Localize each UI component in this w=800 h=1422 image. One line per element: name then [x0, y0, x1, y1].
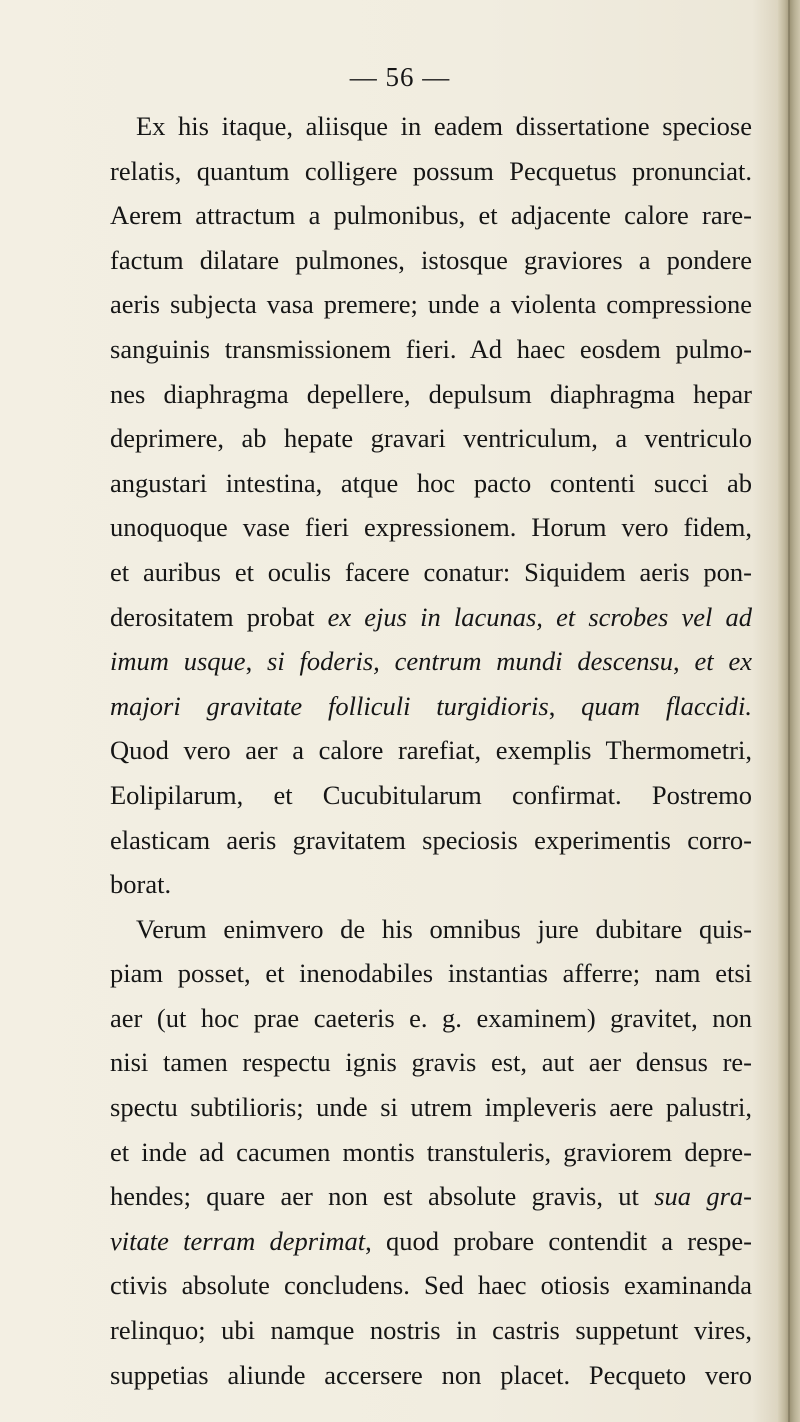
body-text — [110, 104, 752, 1397]
text-line — [110, 1130, 752, 1175]
text-line — [110, 550, 752, 595]
text-line — [110, 416, 752, 461]
italic-text: imum usque — [110, 646, 246, 677]
text-line — [110, 907, 752, 952]
text-line — [110, 1263, 752, 1308]
text-segment: spectu subtilioris; unde si utrem impleveris aere palustri, — [110, 1092, 752, 1123]
text-segment: aeris subjecta vasa premere; unde a violenta compressione — [110, 289, 752, 320]
text-line — [110, 193, 752, 238]
text-line — [110, 1085, 752, 1130]
italic-text: majori gravitate folliculi turgidioris — [110, 690, 549, 721]
italic-text: et ex — [694, 646, 753, 677]
text-segment: elasticam aeris gravitatem speciosis experimentis corro- — [110, 824, 752, 855]
page-edge-line — [788, 0, 790, 1422]
text-segment: ctivis absolute concludens. Sed haec otiosis examinanda — [110, 1270, 752, 1301]
text-line — [110, 1174, 752, 1219]
text-segment: relinquo; ubi namque nostris in castris suppetunt vires, — [110, 1315, 752, 1346]
page-number: — 56 — — [349, 62, 451, 92]
text-segment: factum dilatare pulmones, istosque graviores a pondere — [110, 244, 752, 275]
text-segment: derositatem probat — [110, 601, 328, 632]
text-segment: Ex his itaque, aliisque in eadem dissertatione speciose — [136, 111, 752, 141]
text-line — [110, 1040, 752, 1085]
text-line — [110, 327, 752, 372]
text-line — [110, 1219, 752, 1264]
text-segment: nes diaphragma depellere, depulsum diaphragma hepar — [110, 378, 752, 409]
text-segment: deprimere, ab hepate gravari ventriculum, a ventriculo — [110, 423, 752, 454]
text-segment: nisi tamen respectu ignis gravis est, aut aer densus re- — [110, 1047, 752, 1078]
text-line — [110, 996, 752, 1041]
text-segment: , — [673, 646, 695, 677]
text-segment: suppetias aliunde accersere non placet. Pecqueto vero — [110, 1359, 752, 1390]
italic-text: vitate terram deprimat — [110, 1225, 366, 1256]
text-line — [110, 461, 752, 506]
text-segment: , quod probare contendit a respe- — [365, 1225, 752, 1256]
text-line — [110, 728, 752, 773]
text-line — [110, 282, 752, 327]
text-line — [110, 595, 752, 640]
text-line — [110, 684, 752, 729]
text-line — [110, 639, 752, 684]
text-line — [110, 238, 752, 283]
italic-text: si foderis, centrum mundi descensu — [267, 646, 674, 677]
text-segment: et auribus et oculis facere conatur: Siquidem aeris pon- — [110, 556, 752, 587]
text-line — [110, 505, 752, 550]
text-line — [110, 1308, 752, 1353]
text-segment: piam posset, et inenodabiles instantias afferre; nam etsi — [110, 958, 752, 989]
text-line — [110, 818, 752, 863]
text-segment: angustari intestina, atque hoc pacto contenti succi ab — [110, 467, 752, 498]
text-segment: Verum enimvero de his omnibus jure dubitare quis- — [136, 913, 752, 944]
text-line — [110, 104, 752, 149]
text-segment: hendes; quare aer non est absolute gravis, ut — [110, 1181, 655, 1212]
text-segment: , — [245, 646, 268, 677]
text-segment: Eolipilarum, et Cucubitularum confirmat. Postremo — [110, 779, 752, 810]
italic-text: quam flaccidi. — [581, 690, 752, 721]
italic-text: ex ejus in lacunas, et scrobes vel ad — [327, 601, 752, 632]
text-segment: sanguinis transmissionem fieri. Ad haec eosdem pulmo- — [110, 333, 752, 364]
text-segment: borat. — [110, 869, 172, 900]
text-line — [110, 951, 752, 996]
text-segment: et inde ad cacumen montis transtuleris, graviorem depre- — [110, 1136, 752, 1167]
text-line — [110, 149, 752, 194]
text-segment: , — [548, 690, 582, 721]
text-line — [110, 862, 752, 907]
text-segment: unoquoque vase fieri expressionem. Horum vero fidem, — [110, 512, 752, 543]
text-line — [110, 773, 752, 818]
text-segment: aer (ut hoc prae caeteris e. g. examinem) gravitet, non — [110, 1002, 752, 1033]
text-line — [110, 1353, 752, 1398]
text-segment: relatis, quantum colligere possum Pecquetus pronunciat. — [110, 155, 752, 186]
text-segment: Quod vero aer a calore rarefiat, exemplis Thermometri, — [110, 735, 752, 766]
text-line — [110, 372, 752, 417]
text-segment: Aerem attractum a pulmonibus, et adjacente calore rare- — [110, 200, 752, 231]
italic-text: sua gra- — [654, 1181, 752, 1212]
